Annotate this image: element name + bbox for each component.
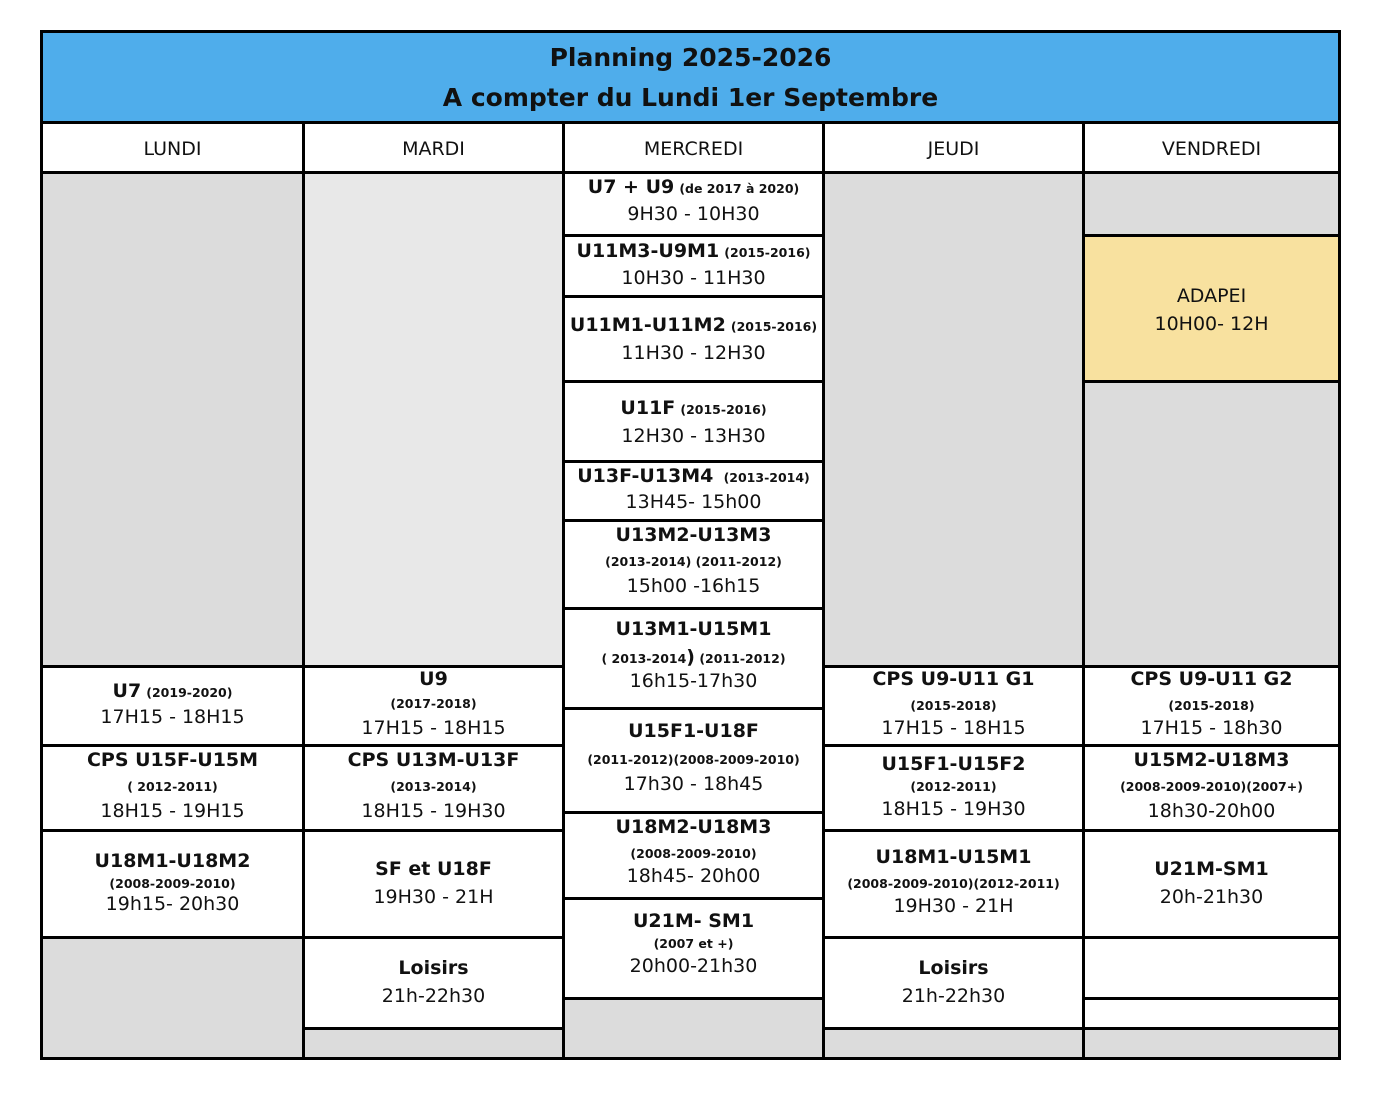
slot-time: 18H15 - 19H15 (100, 800, 245, 822)
slot-name: U11M3-U9M1 (576, 240, 720, 262)
slot-name: Loisirs (918, 957, 989, 979)
mercredi-slot-2 (565, 237, 822, 298)
schedule-subtitle: A compter du Lundi 1er Septembre (442, 83, 939, 112)
schedule-title: Planning 2025-2026 (549, 43, 832, 72)
slot-time: 19H30 - 21H (373, 886, 494, 908)
slot-name: CPS U13M-U13F (347, 749, 520, 771)
slot-name: U15F1-U15F2 (881, 753, 1026, 775)
slot-time: 12H30 - 13H30 (621, 425, 766, 447)
slot-time: 15h00 -16h15 (626, 575, 761, 597)
slot-name: U11M1-U11M2 (569, 314, 726, 336)
slot-years: (2015-2018) (910, 698, 997, 713)
mercredi-slot-8 (565, 710, 822, 814)
slot-years: (2008-2009-2010) (109, 876, 236, 891)
slot-name: CPS U9-U11 G2 (1130, 668, 1293, 690)
slot-name: U9 (419, 668, 448, 690)
slot-years: (de 2017 à 2020) (679, 181, 800, 196)
mercredi-slot-7 (565, 610, 822, 710)
slot-years: (2008-2009-2010)(2007+) (1120, 779, 1303, 794)
mardi-slot-loisirs (305, 939, 562, 1030)
slot-years: (2015-2018) (1168, 698, 1255, 713)
slot-years: (2017-2018) (390, 696, 477, 711)
column-divider (562, 124, 565, 1057)
slot-name: CPS U9-U11 G1 (872, 668, 1035, 690)
day-header-jeudi: JEUDI (825, 124, 1082, 174)
jeudi-slot-u15 (825, 747, 1082, 832)
mardi-slot-u9 (305, 668, 562, 747)
schedule-table (40, 30, 1341, 1060)
lundi-slot-u18 (43, 832, 302, 939)
vendredi-slot-adapei (1085, 237, 1338, 383)
slot-years: (2013-2014) (723, 470, 810, 485)
lundi-slot-cps (43, 747, 302, 832)
slot-name: U18M2-U18M3 (615, 816, 772, 838)
jeudi-slot-u18 (825, 832, 1082, 939)
vendredi-empty-slot-2 (1085, 1000, 1338, 1030)
mardi-slot-sf (305, 832, 562, 939)
lundi-slot-u7 (43, 668, 302, 747)
slot-years: (2012-2011) (910, 779, 997, 794)
slot-years: (2015-2016) (730, 319, 818, 334)
slot-name: U13F-U13M4 (577, 465, 714, 487)
slot-name: U7 + U9 (587, 176, 675, 198)
slot-name: U7 (112, 680, 142, 702)
mercredi-slot-9 (565, 814, 822, 900)
jeudi-slot-loisirs (825, 939, 1082, 1030)
slot-years: ( 2012-2011) (127, 779, 218, 794)
slot-time: 18h45- 20h00 (626, 865, 761, 887)
schedule-header (43, 33, 1338, 124)
slot-name: ADAPEI (1176, 285, 1247, 307)
column-divider (302, 124, 305, 1057)
slot-years: (2015-2016) (680, 402, 767, 417)
slot-name: U21M-SM1 (1154, 858, 1269, 880)
day-header-mardi: MARDI (305, 124, 562, 174)
slot-years-b: (2011-2012) (694, 651, 786, 666)
slot-time: 17h30 - 18h45 (623, 773, 764, 795)
slot-years: (2013-2014) (2011-2012) (605, 554, 782, 569)
slot-time: 16h15-17h30 (629, 670, 758, 692)
vendredi-empty-late (1085, 1030, 1338, 1057)
mardi-slot-cps (305, 747, 562, 832)
vendredi-empty-slot-1 (1085, 939, 1338, 1000)
mercredi-slot-3 (565, 298, 822, 383)
slot-time: 11H30 - 12H30 (621, 342, 766, 364)
slot-years: (2015-2016) (724, 245, 811, 260)
day-header-mercredi: MERCREDI (565, 124, 822, 174)
column-divider (822, 124, 825, 1057)
slot-time: 17H15 - 18h30 (1140, 717, 1283, 739)
mercredi-empty-late (565, 1000, 822, 1057)
slot-time: 19h15- 20h30 (105, 893, 240, 915)
day-header-vendredi: VENDREDI (1085, 124, 1338, 174)
lundi-empty-morning (43, 174, 302, 668)
slot-years: (2008-2009-2010) (630, 846, 757, 861)
mercredi-slot-5 (565, 463, 822, 522)
slot-years: ( 2013-2014 (601, 651, 687, 666)
slot-time: 18H15 - 19H30 (881, 798, 1026, 820)
slot-name: SF et U18F (375, 858, 492, 880)
vendredi-slot-u21 (1085, 832, 1338, 939)
slot-name: U21M- SM1 (632, 910, 755, 932)
vendredi-slot-u15 (1085, 747, 1338, 832)
vendredi-empty-afternoon (1085, 383, 1338, 668)
mardi-empty-morning (305, 174, 562, 668)
slot-name: Loisirs (398, 957, 469, 979)
slot-paren: ) (686, 646, 695, 668)
slot-time: 17H15 - 18H15 (100, 706, 245, 728)
slot-time: 21h-22h30 (381, 985, 486, 1007)
slot-name: U18M1-U15M1 (875, 846, 1032, 868)
slot-name: U18M1-U18M2 (94, 850, 251, 872)
slot-years: (2011-2012)(2008-2009-2010) (587, 752, 800, 767)
slot-name: U11F (620, 397, 676, 419)
slot-time: 18h30-20h00 (1147, 800, 1276, 822)
jeudi-empty-late (825, 1030, 1082, 1057)
slot-name: U15F1-U18F (628, 720, 759, 742)
mercredi-slot-10 (565, 900, 822, 1000)
slot-time: 19H30 - 21H (893, 895, 1014, 917)
slot-time: 18H15 - 19H30 (361, 800, 506, 822)
vendredi-slot-cps (1085, 668, 1338, 747)
jeudi-slot-cps (825, 668, 1082, 747)
column-divider (1082, 124, 1085, 1057)
slot-time: 20h-21h30 (1159, 886, 1264, 908)
jeudi-empty-morning (825, 174, 1082, 668)
slot-name: U13M2-U13M3 (615, 524, 772, 546)
mercredi-slot-1 (565, 174, 822, 237)
slot-time: 10H00- 12H (1154, 313, 1269, 335)
lundi-empty-late (43, 939, 302, 1057)
vendredi-empty-early (1085, 174, 1338, 237)
slot-years: (2008-2009-2010)(2012-2011) (847, 876, 1060, 891)
slot-time: 10H30 - 11H30 (621, 267, 766, 289)
slot-name: CPS U15F-U15M (86, 749, 259, 771)
slot-years: (2007 et +) (653, 936, 734, 951)
slot-time: 13H45- 15h00 (625, 491, 762, 513)
mercredi-slot-4 (565, 383, 822, 463)
slot-name: U15M2-U18M3 (1133, 749, 1290, 771)
slot-time: 17H15 - 18H15 (361, 717, 506, 739)
slot-name: U13M1-U15M1 (615, 618, 772, 640)
day-header-lundi: LUNDI (43, 124, 302, 174)
slot-time: 9H30 - 10H30 (627, 203, 760, 225)
mercredi-slot-6 (565, 522, 822, 610)
slot-time: 21h-22h30 (901, 985, 1006, 1007)
slot-time: 20h00-21h30 (629, 955, 758, 977)
slot-time: 17H15 - 18H15 (881, 717, 1026, 739)
slot-years: (2013-2014) (390, 779, 477, 794)
mardi-empty-late (305, 1030, 562, 1057)
slot-years: (2019-2020) (146, 685, 233, 700)
